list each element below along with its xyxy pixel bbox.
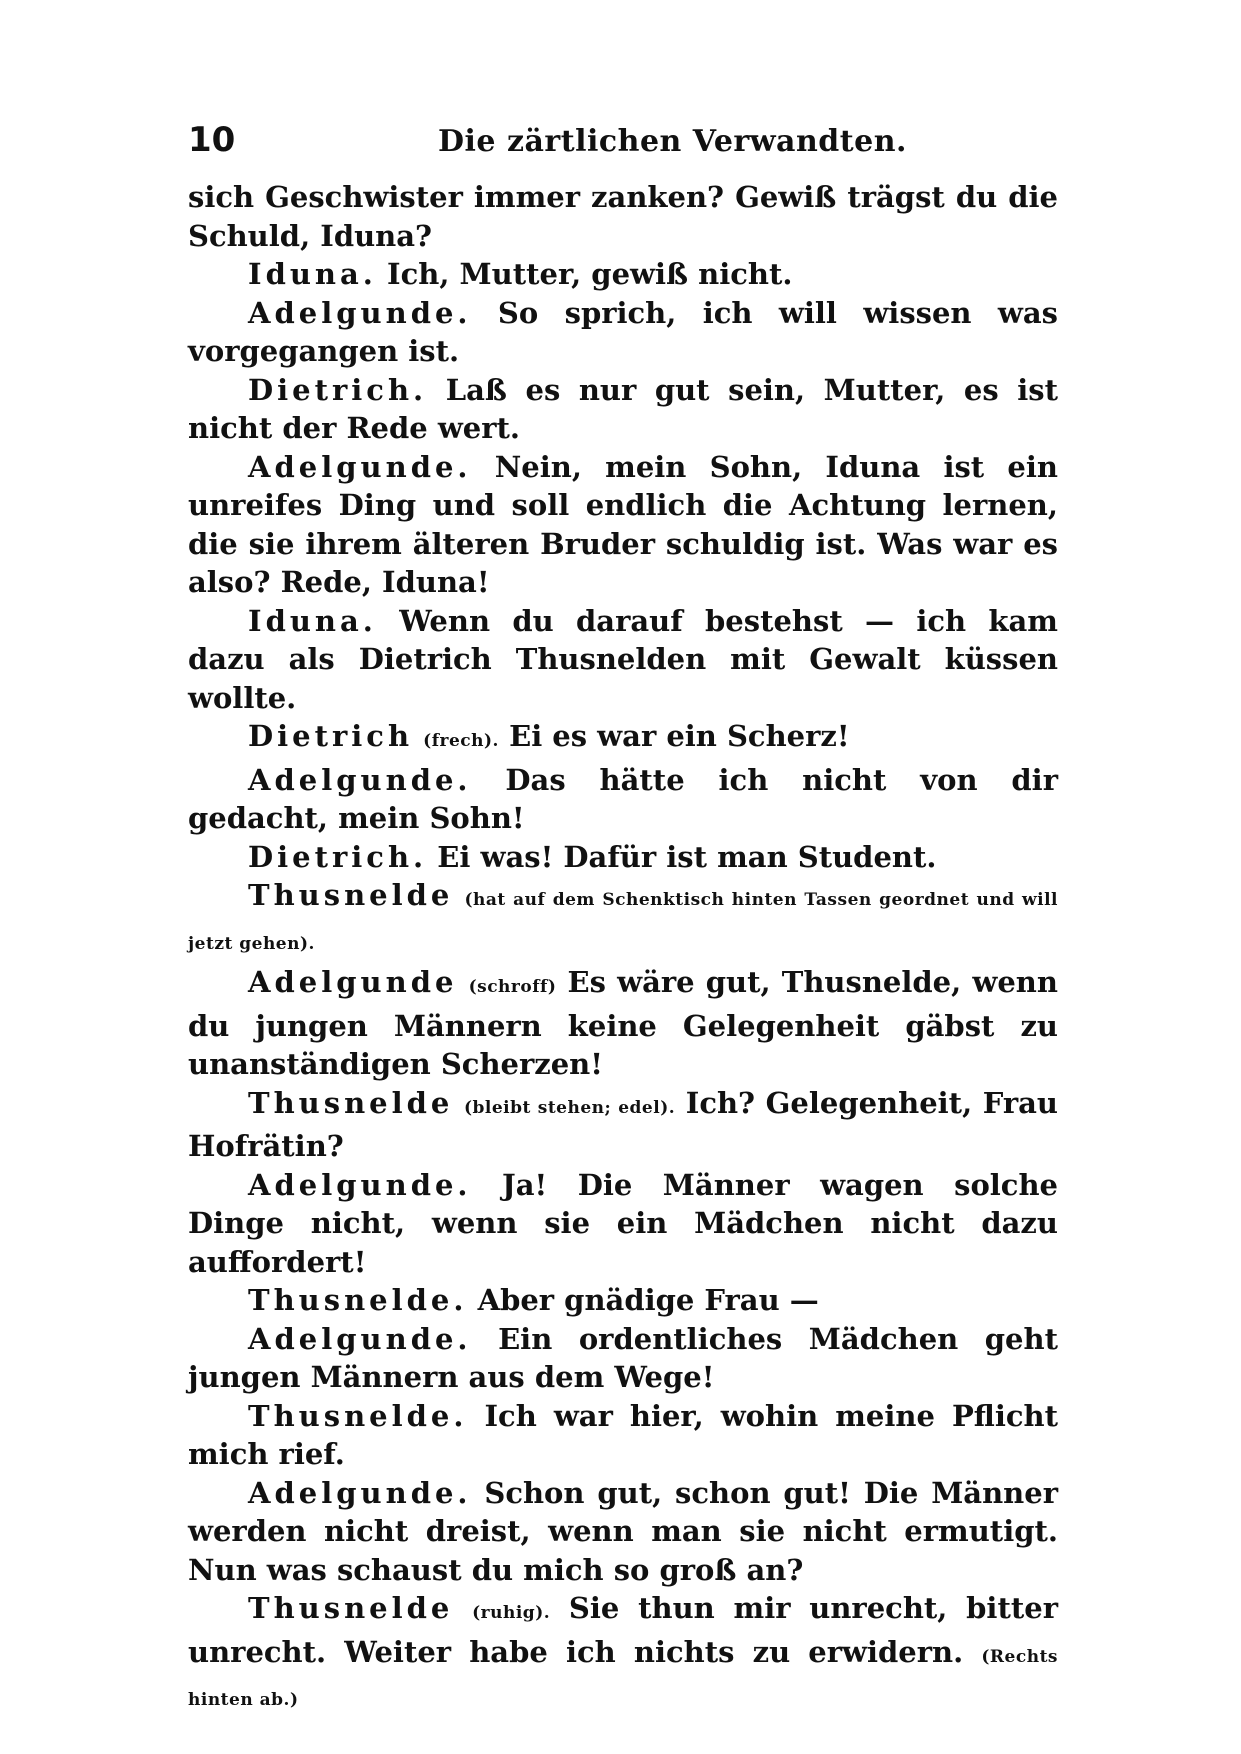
dialogue-text: Es wäre gut, Thusnelde, wenn du jungen Männern keine Gelegenheit gäbst zu unanständigen Scherzen! xyxy=(188,965,1058,1081)
stage-direction: (bleibt stehen; edel). xyxy=(463,1097,676,1118)
speaker-name: Dietrich. xyxy=(248,839,428,874)
paragraph xyxy=(188,838,1058,877)
dialogue-text: Sie thun mir unrecht, bitter unrecht. Weiter habe ich nichts zu erwidern. xyxy=(188,1591,1058,1669)
speaker-name: Adelgunde. xyxy=(248,295,472,330)
speaker-name: Thusnelde. xyxy=(248,1283,468,1317)
paragraph xyxy=(188,294,1058,371)
paragraph xyxy=(188,448,1058,602)
speaker-name: Thusnelde xyxy=(248,878,454,912)
stage-direction: (ruhig). xyxy=(472,1603,551,1623)
page-header xyxy=(188,120,1058,178)
speaker-name: Adelgunde xyxy=(248,965,458,999)
stage-direction: (Rechts hinten ab.) xyxy=(188,1646,1058,1710)
dialogue-text: Wenn du darauf bestehst — ich kam dazu als Dietrich Thusnelden mit Gewalt küssen wollte. xyxy=(188,603,1058,715)
dialogue-text: Ei was! Dafür ist man Student. xyxy=(437,839,937,874)
paragraph xyxy=(188,255,1058,294)
running-title: Die zärtlichen Verwandten. xyxy=(438,124,907,159)
speaker-name: Iduna. xyxy=(248,603,377,638)
dialogue-text: Schon gut, schon gut! Die Männer werden nicht dreist, wenn man sie nicht ermutigt. Nun was schaust du mich so groß an? xyxy=(188,1475,1058,1587)
stage-direction: (frech). xyxy=(423,731,499,751)
dialogue-text: Ich war hier, wohin meine Pflicht mich rief. xyxy=(188,1398,1058,1471)
speaker-name: Thusnelde xyxy=(248,1591,454,1625)
speaker-name: Adelgunde. xyxy=(248,1321,472,1356)
paragraph xyxy=(188,717,1058,761)
speaker-name: Dietrich xyxy=(248,719,414,753)
speaker-name: Thusnelde xyxy=(248,1085,454,1120)
paragraph xyxy=(188,876,1058,963)
dialogue-text: Nein, mein Sohn, Iduna ist ein unreifes Ding und soll endlich die Achtung lernen, die sie ihrem älteren Bruder schuldig ist. Was war es also? Rede, Iduna! xyxy=(188,449,1058,599)
paragraph xyxy=(188,371,1058,448)
paragraph xyxy=(188,1281,1058,1320)
speaker-name: Thusnelde. xyxy=(248,1398,468,1433)
paragraph xyxy=(188,1320,1058,1397)
dialogue-text: So sprich, ich will wissen was vorgegangen ist. xyxy=(188,295,1058,368)
play-text xyxy=(188,178,1058,1720)
dialogue-text: Ich, Mutter, gewiß nicht. xyxy=(387,257,793,291)
dialogue-text: Ja! Die Männer wagen solche Dinge nicht, wenn sie ein Mädchen nicht dazu auffordert! xyxy=(188,1167,1058,1279)
stage-direction: (hat auf dem Schenktisch hinten Tassen geordnet und will jetzt gehen). xyxy=(188,890,1058,954)
speaker-name: Adelgunde. xyxy=(248,449,472,484)
dialogue-text: Ich? Gelegenheit, Frau Hofrätin? xyxy=(188,1085,1058,1163)
speaker-name: Adelgunde. xyxy=(248,1167,472,1202)
speaker-name: Iduna. xyxy=(248,257,377,291)
speaker-name: Dietrich. xyxy=(248,372,428,407)
dialogue-text: Das hätte ich nicht von dir gedacht, mein Sohn! xyxy=(188,762,1058,835)
dialogue-text: Laß es nur gut sein, Mutter, es ist nicht der Rede wert. xyxy=(188,372,1058,445)
paragraph xyxy=(188,1589,1058,1720)
paragraph xyxy=(188,178,1058,255)
page-number: 10 xyxy=(188,120,236,160)
dialogue-text: Ei es war ein Scherz! xyxy=(509,719,850,753)
dialogue-text: Aber gnädige Frau — xyxy=(477,1283,819,1317)
speaker-name: Adelgunde. xyxy=(248,762,472,797)
paragraph xyxy=(188,602,1058,718)
paragraph xyxy=(188,1166,1058,1282)
paragraph xyxy=(188,1084,1058,1166)
paragraph xyxy=(188,963,1058,1084)
dialogue-text: sich Geschwister immer zanken? Gewiß trägst du die Schuld, Iduna? xyxy=(188,180,1058,253)
dialogue-text: Ein ordentliches Mädchen geht jungen Männern aus dem Wege! xyxy=(188,1321,1058,1394)
stage-direction: (schroff) xyxy=(468,977,557,997)
speaker-name: Adelgunde. xyxy=(248,1475,472,1510)
paragraph xyxy=(188,1474,1058,1590)
paragraph xyxy=(188,1397,1058,1474)
book-page xyxy=(188,120,1058,1720)
paragraph xyxy=(188,761,1058,838)
